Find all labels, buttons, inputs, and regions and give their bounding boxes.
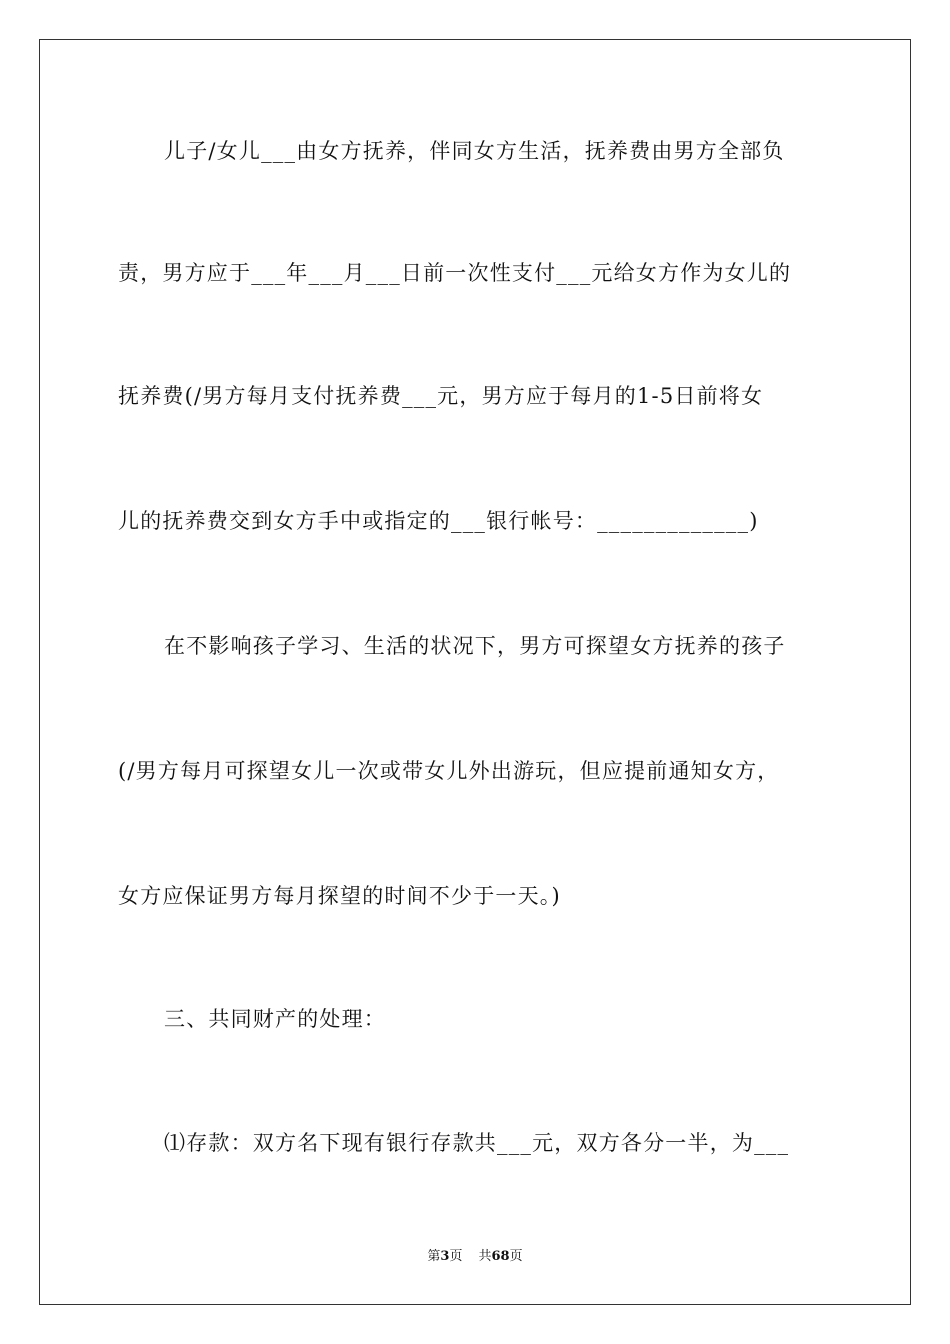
page-footer (0, 1248, 950, 1266)
paragraph-line: 儿的抚养费交到女方手中或指定的___银行帐号：_____________) (118, 509, 759, 533)
paragraph-line: 儿子/女儿___由女方抚养，伴同女方生活，抚养费由男方全部负 (164, 139, 785, 163)
page-prefix: 第 (427, 1249, 441, 1264)
paragraph-line: (/男方每月可探望女儿一次或带女儿外出游玩，但应提前通知女方， (118, 759, 780, 783)
paragraph-line: 女方应保证男方每月探望的时间不少于一天。) (118, 884, 561, 908)
paragraph-line: 抚养费(/男方每月支付抚养费___元，男方应于每月的1-5日前将女 (118, 384, 764, 408)
total-prefix: 共 (478, 1249, 492, 1264)
paragraph-line: 责，男方应于___年___月___日前一次性支付___元给女方作为女儿的 (118, 261, 792, 285)
paragraph-line: 在不影响孩子学习、生活的状况下，男方可探望女方抚养的孩子 (164, 634, 786, 658)
page-number: 3 (440, 1249, 450, 1264)
page-border (39, 39, 911, 1305)
page-suffix: 页 (449, 1249, 463, 1264)
total-suffix: 页 (509, 1249, 523, 1264)
paragraph-line: ⑴存款：双方名下现有银行存款共___元，双方各分一半，为___ (164, 1131, 790, 1155)
total-pages: 68 (491, 1249, 510, 1264)
section-heading: 三、共同财产的处理： (164, 1007, 386, 1031)
